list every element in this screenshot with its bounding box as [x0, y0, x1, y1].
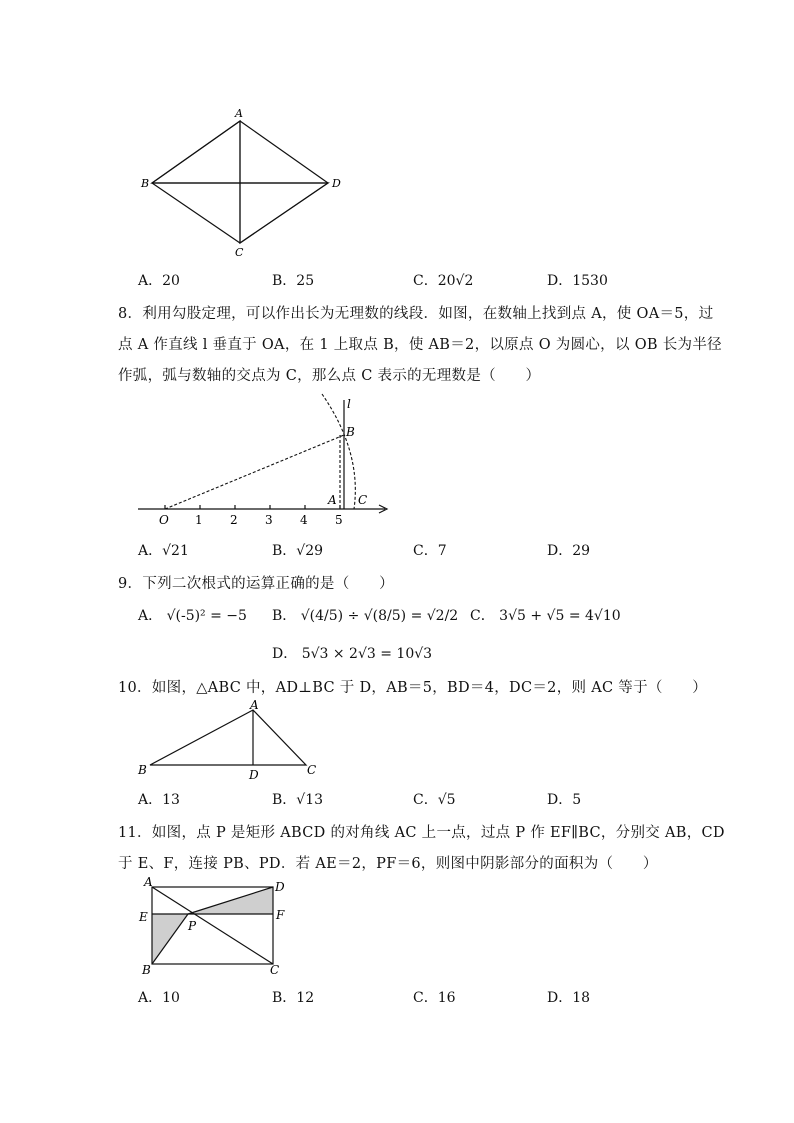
q10-triangle-figure [130, 698, 330, 782]
label-l: l [347, 397, 351, 411]
label-c: C [358, 493, 368, 507]
label-f: F [276, 908, 285, 922]
q8-stem-line-3: 作弧，弧与数轴的交点为 C，那么点 C 表示的无理数是（ ） [118, 368, 541, 384]
q9-option-c[interactable]: C． 3√5 + √5 = 4√10 [470, 608, 621, 624]
q7-option-c[interactable]: C．20√2 [413, 273, 474, 289]
label-d: D [332, 177, 341, 190]
label-c: C [235, 246, 244, 259]
label-a: A [235, 107, 243, 120]
q11-option-c[interactable]: C．16 [413, 990, 456, 1006]
q10-option-b[interactable]: B．√13 [272, 792, 324, 808]
tick-label-2: 2 [230, 513, 238, 527]
q11-option-d[interactable]: D．18 [547, 990, 591, 1006]
arc-oc [322, 394, 355, 509]
q11-option-b[interactable]: B．12 [272, 990, 315, 1006]
tick-label-4: 4 [300, 513, 308, 527]
label-b: B [346, 425, 355, 439]
label-c: C [307, 763, 317, 777]
label-b: B [141, 177, 150, 190]
label-d: D [275, 880, 285, 894]
q7-option-d[interactable]: D．1530 [547, 273, 608, 289]
q8-stem-line-2: 点 A 作直线 l 垂直于 OA，在 1 上取点 B，使 AB＝2，以原点 O 为圆心，以 OB 长为半径 [118, 337, 722, 353]
label-e: E [139, 910, 148, 924]
q7-rhombus-figure [135, 100, 350, 260]
q9-option-d[interactable]: D． 5√3 × 2√3 = 10√3 [272, 646, 433, 662]
q9-option-b[interactable]: B． √(4/5) ÷ √(8/5) = √2/2 [272, 608, 459, 624]
q8-option-b[interactable]: B．√29 [272, 543, 324, 559]
label-o: O [159, 513, 169, 527]
q8-option-d[interactable]: D．29 [547, 543, 591, 559]
q9-stem: 9．下列二次根式的运算正确的是（ ） [118, 576, 394, 592]
label-b: B [142, 963, 151, 977]
label-b: B [138, 763, 147, 777]
label-d: D [249, 768, 259, 782]
segment-ob [165, 435, 344, 509]
label-a: A [144, 875, 153, 889]
q9-option-a[interactable]: A． √(-5)² = −5 [138, 608, 247, 624]
tick-label-1: 1 [195, 513, 203, 527]
q10-option-c[interactable]: C．√5 [413, 792, 456, 808]
q11-option-a[interactable]: A．10 [138, 990, 180, 1006]
q7-option-b[interactable]: B．25 [272, 273, 315, 289]
q11-stem-line-2: 于 E、F，连接 PB、PD．若 AE＝2，PF＝6，则图中阴影部分的面积为（ ） [118, 856, 658, 872]
q8-stem-line-1: 8．利用勾股定理，可以作出长为无理数的线段．如图，在数轴上找到点 A，使 OA＝5，过 [118, 306, 714, 322]
label-p: P [188, 919, 197, 933]
q7-option-a[interactable]: A．20 [138, 273, 180, 289]
tick-label-5: 5 [335, 513, 343, 527]
q11-rectangle-figure [134, 874, 294, 980]
q8-option-a[interactable]: A．√21 [138, 543, 189, 559]
tick-label-3: 3 [265, 513, 273, 527]
q11-stem-line-1: 11．如图，点 P 是矩形 ABCD 的对角线 AC 上一点，过点 P 作 EF∥BC，分别交 AB，CD [118, 825, 725, 841]
label-a: A [328, 493, 337, 507]
triangle-abc [150, 710, 306, 765]
q10-option-d[interactable]: D．5 [547, 792, 582, 808]
q8-number-line-figure [130, 392, 400, 532]
q10-option-a[interactable]: A．13 [138, 792, 180, 808]
q10-stem: 10．如图，△ABC 中，AD⊥BC 于 D，AB＝5，BD＝4，DC＝2，则 AC 等于（ ） [118, 680, 708, 696]
label-c: C [270, 963, 280, 977]
label-a: A [250, 698, 259, 712]
q8-option-c[interactable]: C．7 [413, 543, 447, 559]
